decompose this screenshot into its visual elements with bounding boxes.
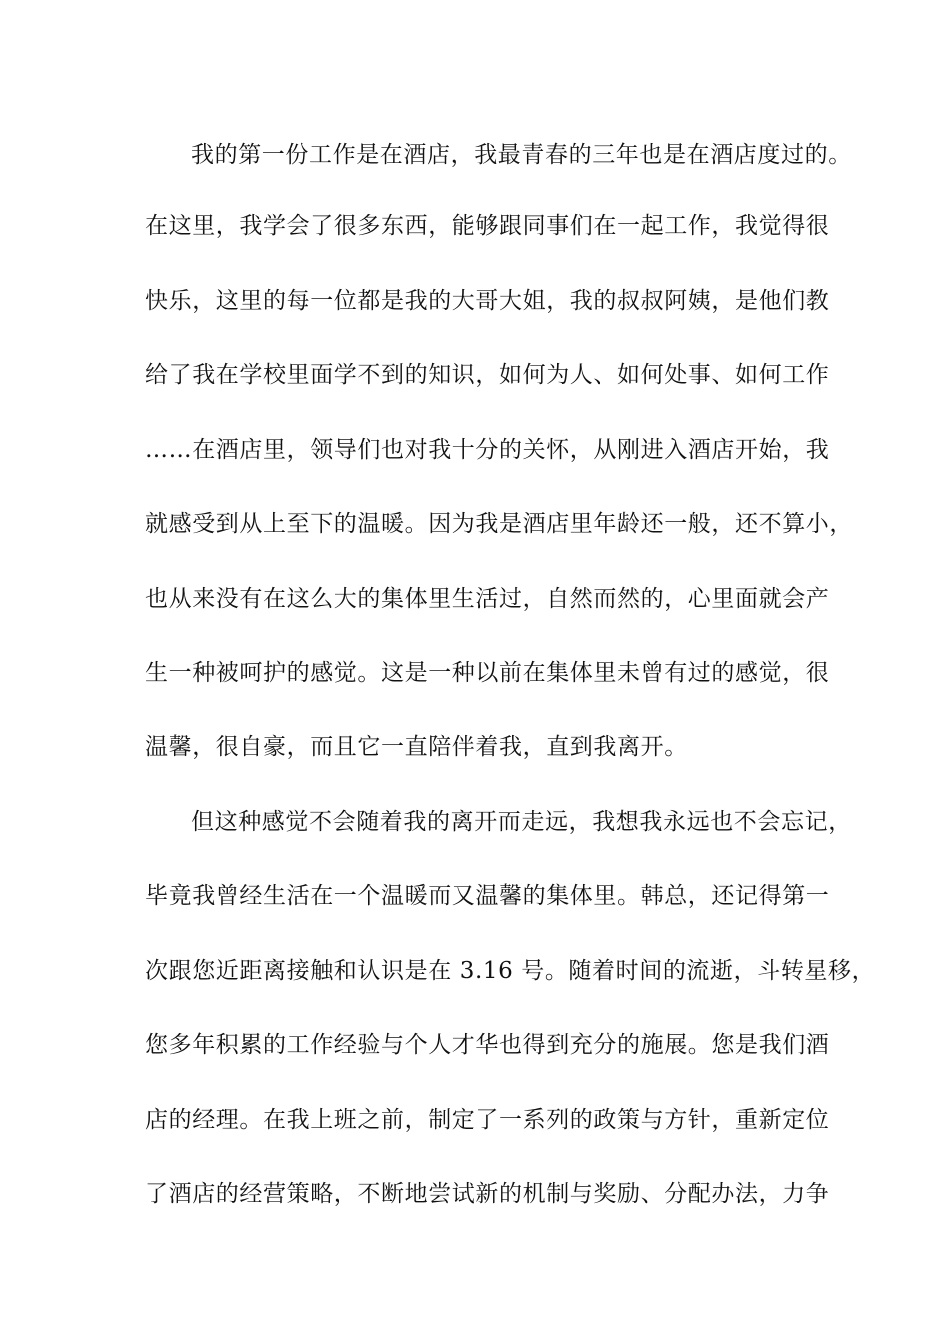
text-line: 店的经理。在我上班之前，制定了一系列的政策与方针，重新定位: [145, 1107, 830, 1133]
text-line: 也从来没有在这么大的集体里生活过，自然而然的，心里面就会产: [145, 586, 830, 612]
text-line: ……在酒店里，领导们也对我十分的关怀，从刚进入酒店开始，我: [145, 437, 830, 463]
text-line: 在这里，我学会了很多东西，能够跟同事们在一起工作，我觉得很: [145, 213, 830, 239]
text-line: 就感受到从上至下的温暖。因为我是酒店里年龄还一般，还不算小，: [145, 511, 853, 537]
text-line: 毕竟我曾经生活在一个温暖而又温馨的集体里。韩总，还记得第一: [145, 883, 830, 909]
text-line: 您多年积累的工作经验与个人才华也得到充分的施展。您是我们酒: [145, 1032, 830, 1058]
text-line: 温馨，很自豪，而且它一直陪伴着我，直到我离开。: [145, 734, 688, 760]
text-line: 生一种被呵护的感觉。这是一种以前在集体里未曾有过的感觉，很: [145, 660, 830, 686]
text-line: 我的第一份工作是在酒店，我最青春的三年也是在酒店度过的。: [191, 142, 852, 168]
text-line: 了酒店的经营策略，不断地尝试新的机制与奖励、分配办法，力争: [145, 1181, 830, 1207]
text-line: 快乐，这里的每一位都是我的大哥大姐，我的叔叔阿姨，是他们教: [145, 288, 830, 314]
text-line: 给了我在学校里面学不到的知识，如何为人、如何处事、如何工作: [145, 362, 830, 388]
text-line: 次跟您近距离接触和认识是在 3.16 号。随着时间的流逝，斗转星移，: [145, 958, 876, 984]
text-line: 但这种感觉不会随着我的离开而走远，我想我永远也不会忘记，: [191, 809, 852, 835]
